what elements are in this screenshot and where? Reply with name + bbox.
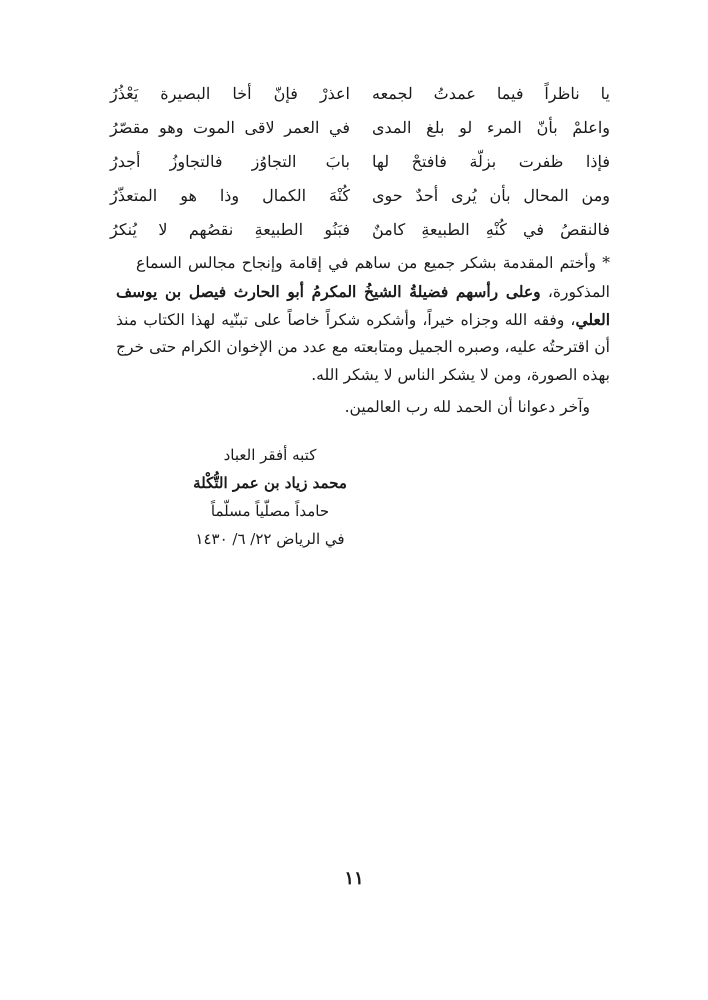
verse-line [110,84,610,110]
page-number: ١١ [344,868,364,889]
paragraph-line: بهذه الصورة، ومن لا يشكر الناس لا يشكر الله. [311,366,610,384]
paragraph-line: * وأختم المقدمة بشكر جميع من ساهم في إقامة وإنجاح مجالس السماع [136,254,610,272]
verse-second-hemistich: في العمر لاقى الموت وهو مقصّرُ [110,118,350,137]
closing-line: وآخر دعوانا أن الحمد لله رب العالمين. [344,398,590,416]
paragraph-bold-text: العلي [575,310,610,329]
place-date: في الرياض ٢٢/ ٦/ ١٤٣٠ [195,530,345,548]
verse-first-hemistich: يا ناظراً فيما عمدتُ لجمعه [372,84,610,103]
verse-second-hemistich: فبَنُو الطبيعةِ نقصُهم لا يُنكرُ [110,220,350,239]
paragraph-line [116,310,610,329]
paragraph-text: المذكورة، [540,283,610,301]
verse-line [110,118,610,144]
verse-first-hemistich: فالنقصُ في كُنْهِ الطبيعةِ كامنٌ [372,220,610,239]
verse-first-hemistich: واعلمْ بأنّ المرء لو بلغ المدى [372,118,610,137]
verse-line [110,186,610,212]
paragraph-line [116,282,610,301]
author-name: محمد زياد بن عمر التُّكْلة [193,474,347,492]
verse-line [110,220,610,246]
verse-second-hemistich: بابَ التجاوُز فالتجاوزُ أجدرُ [110,152,350,171]
signature-line: حامداً مصلّياً مسلّماً [210,502,330,520]
verse-line [110,152,610,178]
paragraph-line: أن اقترحتُه عليه، وصبره الجميل ومتابعته مع عدد من الإخوان الكرام حتى خرج [116,338,610,356]
verse-first-hemistich: فإذا ظفرت بزلّة فافتحْ لها [372,152,610,171]
verse-first-hemistich: ومن المحال بأن يُرى أحدٌ حوى [372,186,610,205]
paragraph-bold-text: وعلى رأسهم فضيلةُ الشيخُ المكرمُ أبو الحارث فيصل بن يوسف [116,282,541,301]
signature-line: كتبه أفقر العباد [223,446,317,464]
paragraph-text: ، وفقه الله وجزاه خيراً، وأشكره شكراً خاصاً على تبنّيه لهذا الكتاب منذ [116,311,576,329]
verse-second-hemistich: كُنْهَ الكمال وذا هو المتعذّرُ [110,186,350,205]
verse-second-hemistich: اعذرْ فإنّ أخا البصيرة يَعْذُرُ [110,84,350,103]
